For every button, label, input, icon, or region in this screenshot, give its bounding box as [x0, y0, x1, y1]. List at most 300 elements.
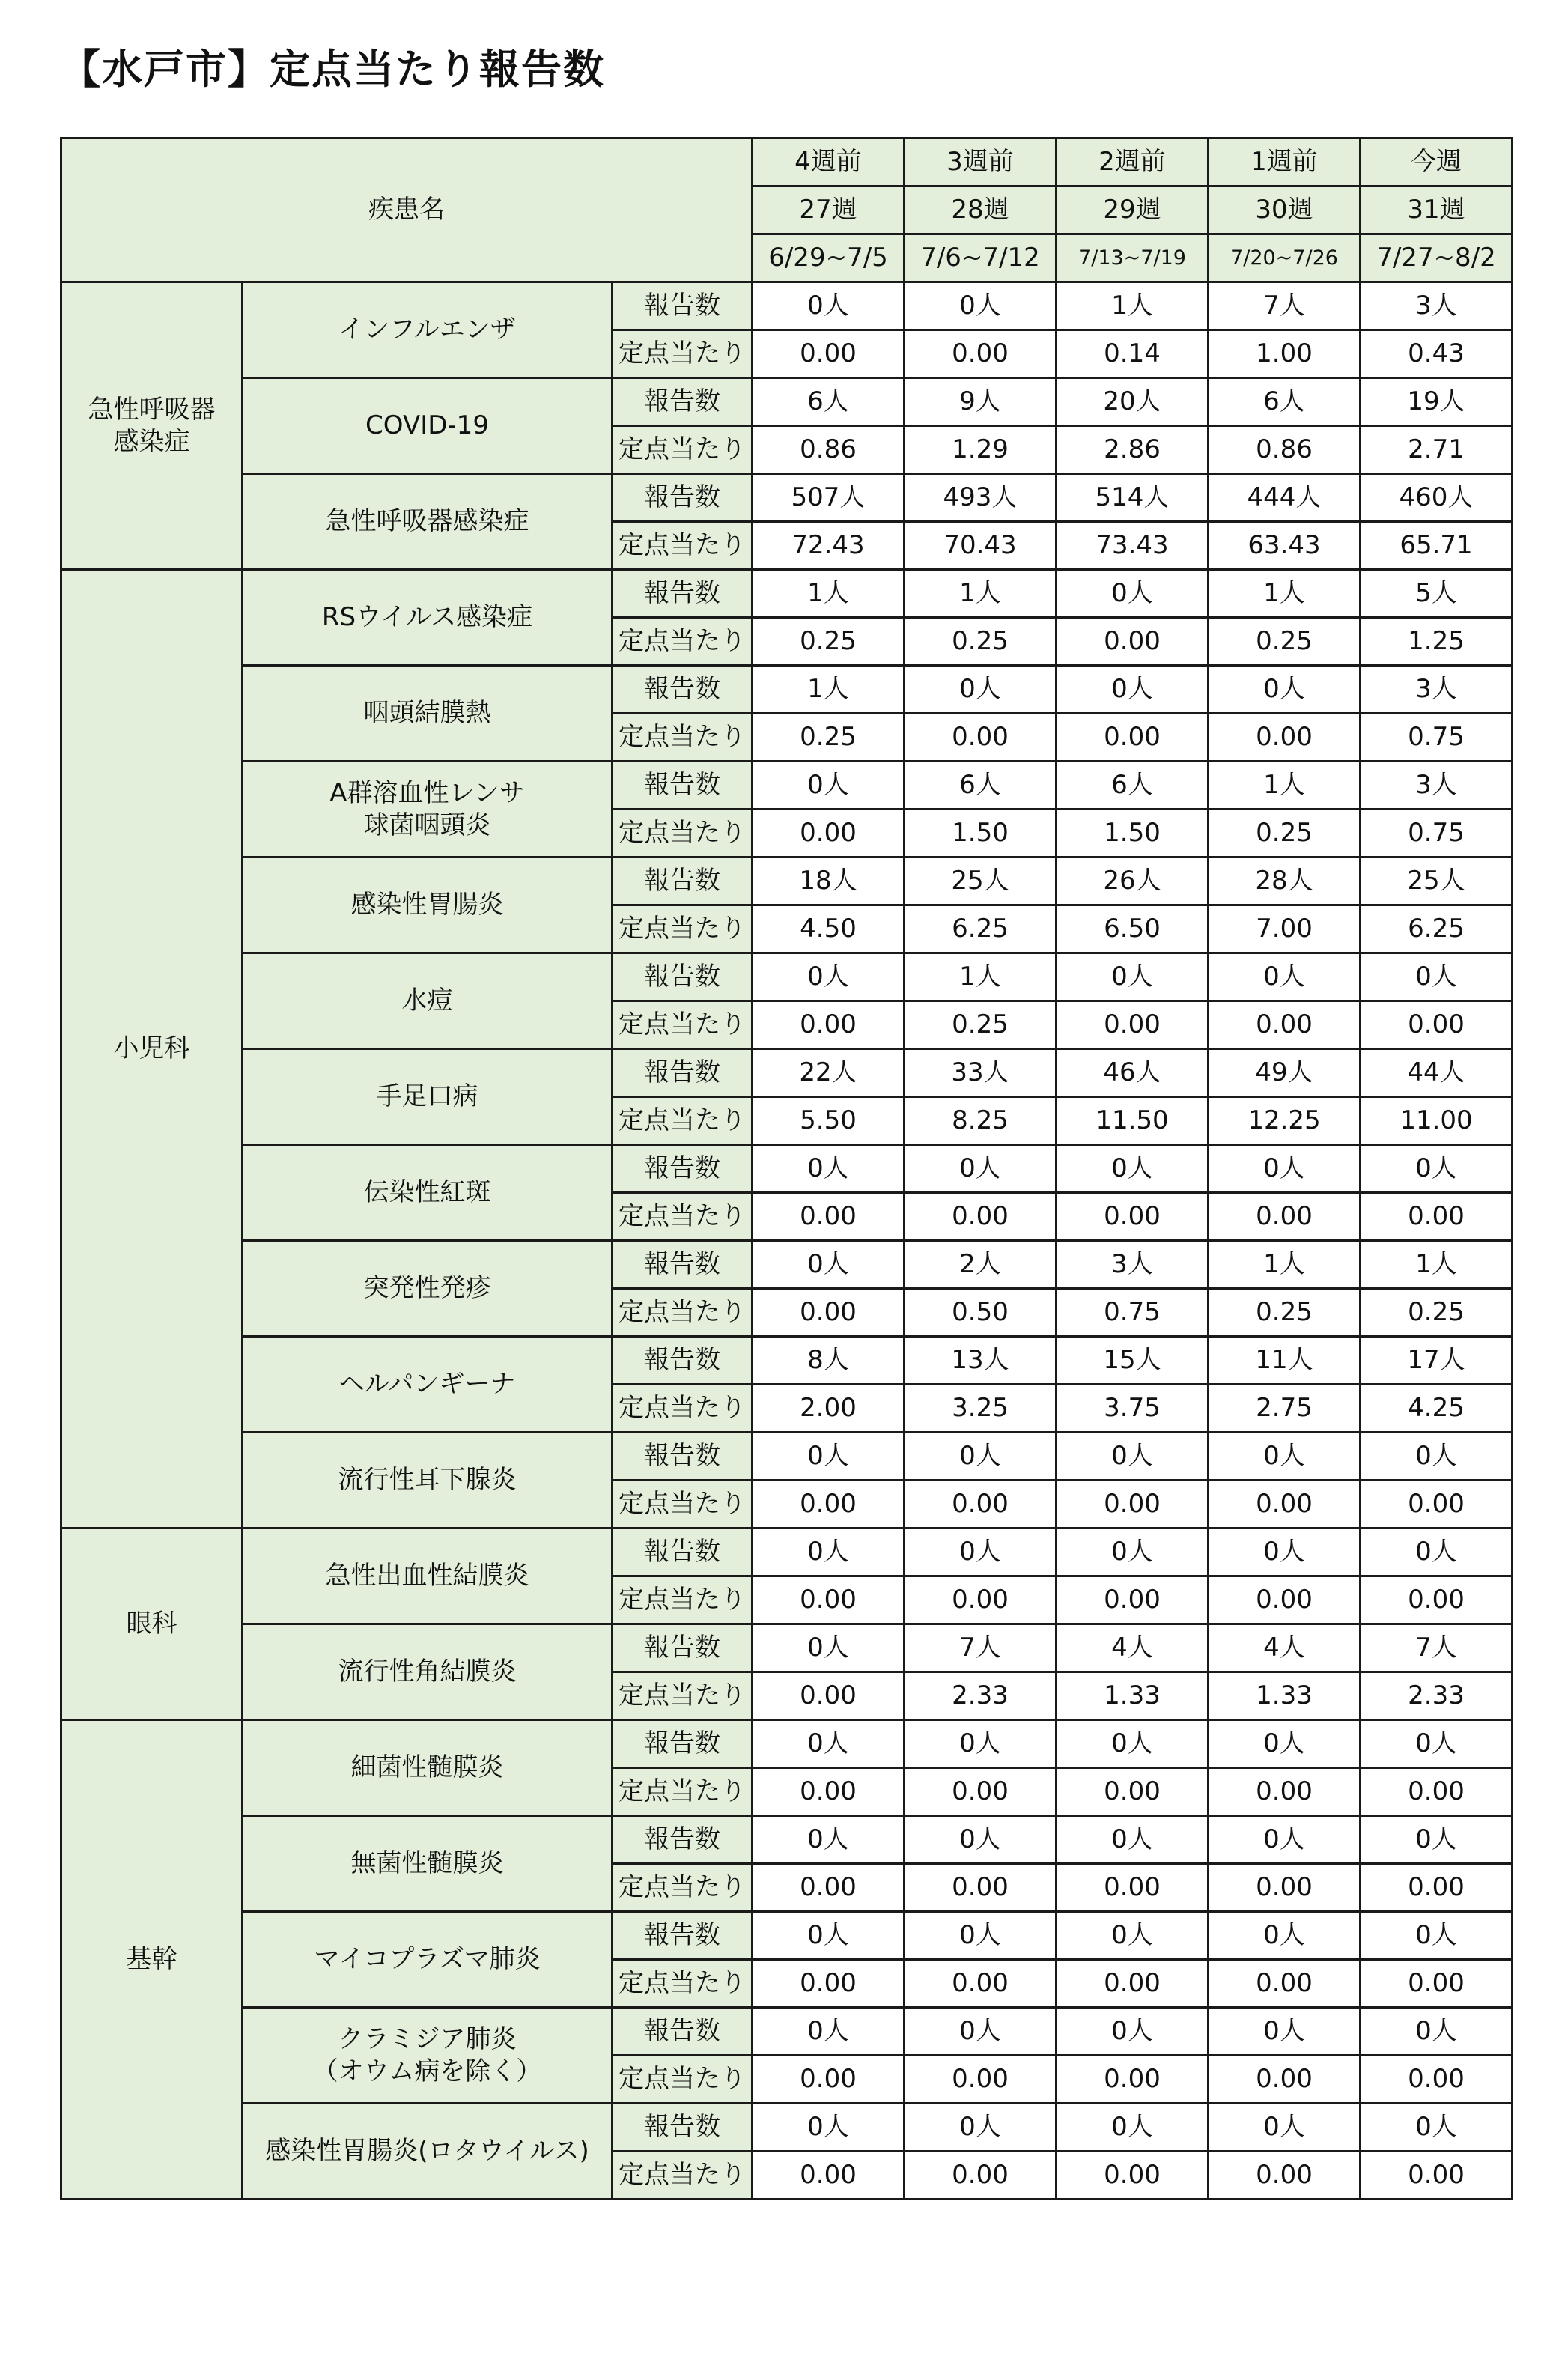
per-site-label: 定点当たり: [613, 1193, 753, 1241]
disease-name-cell: クラミジア肺炎 （オウム病を除く）: [243, 2008, 613, 2104]
table-row: [61, 1816, 1513, 1864]
disease-name-cell: 感染性胃腸炎(ロタウイルス): [243, 2104, 613, 2199]
per-site-cell: 0.00: [753, 1289, 905, 1337]
per-site-label: 定点当たり: [613, 810, 753, 857]
report-count-cell: 1人: [1209, 1241, 1361, 1289]
report-count-cell: 0人: [905, 1528, 1057, 1576]
week-label-header: 3週前: [905, 139, 1057, 186]
per-site-cell: 0.00: [905, 1864, 1057, 1912]
disease-name-header: 疾患名: [61, 139, 753, 282]
per-site-label: 定点当たり: [613, 1097, 753, 1145]
report-count-cell: 0人: [905, 1912, 1057, 1960]
per-site-cell: 1.33: [1057, 1672, 1209, 1720]
week-label-header: 1週前: [1209, 139, 1361, 186]
per-site-label: 定点当たり: [613, 618, 753, 666]
per-site-cell: 1.50: [1057, 810, 1209, 857]
per-site-label: 定点当たり: [613, 905, 753, 953]
per-site-cell: 0.00: [1057, 714, 1209, 762]
report-count-label: 報告数: [613, 762, 753, 810]
disease-name-cell: 手足口病: [243, 1049, 613, 1145]
report-count-cell: 0人: [1209, 1145, 1361, 1193]
category-cell: 眼科: [61, 1528, 243, 1720]
report-count-cell: 0人: [905, 1816, 1057, 1864]
disease-name-cell: COVID-19: [243, 378, 613, 474]
table-row: [61, 1145, 1513, 1193]
report-count-cell: 3人: [1361, 282, 1513, 330]
report-count-cell: 1人: [905, 953, 1057, 1001]
per-site-cell: 11.00: [1361, 1097, 1513, 1145]
report-count-cell: 0人: [1057, 1145, 1209, 1193]
per-site-cell: 0.75: [1361, 714, 1513, 762]
week-label-header: 2週前: [1057, 139, 1209, 186]
per-site-cell: 2.75: [1209, 1385, 1361, 1433]
report-count-cell: 514人: [1057, 474, 1209, 522]
per-site-cell: 0.00: [905, 2056, 1057, 2104]
disease-name-cell: 細菌性髄膜炎: [243, 1720, 613, 1816]
per-site-cell: 0.00: [1057, 1768, 1209, 1816]
per-site-cell: 0.00: [753, 1864, 905, 1912]
per-site-cell: 0.00: [753, 1001, 905, 1049]
report-count-label: 報告数: [613, 2008, 753, 2056]
disease-name-cell: 流行性角結膜炎: [243, 1624, 613, 1720]
report-count-cell: 0人: [1209, 2008, 1361, 2056]
per-site-cell: 0.00: [1057, 1193, 1209, 1241]
report-count-cell: 13人: [905, 1337, 1057, 1385]
per-site-cell: 0.25: [753, 618, 905, 666]
report-count-label: 報告数: [613, 1816, 753, 1864]
disease-name-cell: 流行性耳下腺炎: [243, 1433, 613, 1528]
report-count-label: 報告数: [613, 474, 753, 522]
report-count-cell: 0人: [1209, 1433, 1361, 1481]
table-row: [61, 1337, 1513, 1385]
report-count-cell: 3人: [1361, 762, 1513, 810]
per-site-cell: 0.00: [1361, 1960, 1513, 2008]
table-row: [61, 1912, 1513, 1960]
report-count-cell: 6人: [753, 378, 905, 426]
report-count-label: 報告数: [613, 1528, 753, 1576]
report-count-cell: 9人: [905, 378, 1057, 426]
per-site-cell: 0.00: [753, 1672, 905, 1720]
report-count-cell: 18人: [753, 857, 905, 905]
report-count-cell: 25人: [905, 857, 1057, 905]
report-count-cell: 17人: [1361, 1337, 1513, 1385]
report-count-cell: 0人: [753, 1816, 905, 1864]
disease-name-cell: マイコプラズマ肺炎: [243, 1912, 613, 2008]
per-site-label: 定点当たり: [613, 2152, 753, 2199]
per-site-cell: 0.00: [1209, 1768, 1361, 1816]
report-count-label: 報告数: [613, 666, 753, 714]
disease-name-cell: 感染性胃腸炎: [243, 857, 613, 953]
report-count-cell: 6人: [905, 762, 1057, 810]
disease-name-cell: RSウイルス感染症: [243, 570, 613, 666]
report-count-cell: 0人: [753, 762, 905, 810]
per-site-cell: 0.00: [1361, 1576, 1513, 1624]
per-site-cell: 0.00: [753, 2152, 905, 2199]
per-site-cell: 0.00: [905, 2152, 1057, 2199]
week-label-header: 4週前: [753, 139, 905, 186]
report-count-cell: 7人: [1361, 1624, 1513, 1672]
per-site-cell: 0.00: [1209, 1481, 1361, 1528]
report-count-cell: 0人: [905, 1433, 1057, 1481]
per-site-cell: 0.25: [1361, 1289, 1513, 1337]
report-count-cell: 0人: [753, 1241, 905, 1289]
report-count-cell: 8人: [753, 1337, 905, 1385]
date-range-header: 7/13~7/19: [1057, 234, 1209, 282]
report-count-cell: 0人: [1361, 1528, 1513, 1576]
report-count-cell: 0人: [753, 1145, 905, 1193]
date-range-header: 7/6~7/12: [905, 234, 1057, 282]
per-site-cell: 0.00: [1057, 2056, 1209, 2104]
disease-name-cell: インフルエンザ: [243, 282, 613, 378]
table-row: [61, 762, 1513, 810]
per-site-cell: 65.71: [1361, 522, 1513, 570]
report-count-cell: 0人: [1361, 1433, 1513, 1481]
date-range-header: 7/27~8/2: [1361, 234, 1513, 282]
per-site-label: 定点当たり: [613, 714, 753, 762]
report-count-cell: 0人: [1209, 1528, 1361, 1576]
per-site-cell: 6.25: [905, 905, 1057, 953]
per-site-cell: 0.00: [1361, 1001, 1513, 1049]
report-count-cell: 49人: [1209, 1049, 1361, 1097]
report-count-cell: 0人: [1057, 1433, 1209, 1481]
report-count-cell: 20人: [1057, 378, 1209, 426]
report-count-cell: 5人: [1361, 570, 1513, 618]
report-count-label: 報告数: [613, 2104, 753, 2152]
per-site-cell: 0.00: [1361, 2152, 1513, 2199]
per-site-cell: 8.25: [905, 1097, 1057, 1145]
per-site-cell: 70.43: [905, 522, 1057, 570]
report-count-label: 報告数: [613, 1433, 753, 1481]
per-site-cell: 0.00: [905, 714, 1057, 762]
per-site-cell: 0.14: [1057, 330, 1209, 378]
report-count-cell: 1人: [1209, 762, 1361, 810]
report-count-label: 報告数: [613, 1912, 753, 1960]
report-count-cell: 4人: [1209, 1624, 1361, 1672]
report-count-label: 報告数: [613, 1337, 753, 1385]
per-site-cell: 0.25: [1209, 810, 1361, 857]
table-row: [61, 1624, 1513, 1672]
per-site-label: 定点当たり: [613, 1385, 753, 1433]
per-site-cell: 0.00: [753, 1768, 905, 1816]
per-site-label: 定点当たり: [613, 330, 753, 378]
week-label-header: 今週: [1361, 139, 1513, 186]
report-count-cell: 0人: [1057, 1912, 1209, 1960]
per-site-cell: 0.50: [905, 1289, 1057, 1337]
report-count-cell: 3人: [1057, 1241, 1209, 1289]
per-site-label: 定点当たり: [613, 2056, 753, 2104]
report-count-cell: 493人: [905, 474, 1057, 522]
per-site-cell: 0.00: [905, 1481, 1057, 1528]
report-count-cell: 0人: [1209, 2104, 1361, 2152]
report-count-cell: 0人: [753, 953, 905, 1001]
report-count-cell: 0人: [1209, 953, 1361, 1001]
per-site-cell: 0.00: [753, 1576, 905, 1624]
week-number-header: 29週: [1057, 186, 1209, 234]
report-count-cell: 0人: [905, 2008, 1057, 2056]
per-site-label: 定点当たり: [613, 1960, 753, 2008]
report-count-cell: 0人: [753, 282, 905, 330]
category-cell: 基幹: [61, 1720, 243, 2199]
per-site-cell: 0.00: [753, 2056, 905, 2104]
per-site-cell: 63.43: [1209, 522, 1361, 570]
report-count-cell: 19人: [1361, 378, 1513, 426]
disease-name-cell: ヘルパンギーナ: [243, 1337, 613, 1433]
per-site-cell: 73.43: [1057, 522, 1209, 570]
category-cell: 小児科: [61, 570, 243, 1528]
per-site-cell: 0.00: [753, 1960, 905, 2008]
report-count-label: 報告数: [613, 953, 753, 1001]
per-site-label: 定点当たり: [613, 1289, 753, 1337]
per-site-cell: 1.29: [905, 426, 1057, 474]
report-count-cell: 0人: [753, 1720, 905, 1768]
disease-name-cell: A群溶血性レンサ 球菌咽頭炎: [243, 762, 613, 857]
per-site-cell: 4.50: [753, 905, 905, 953]
disease-name-cell: 水痘: [243, 953, 613, 1049]
report-count-cell: 28人: [1209, 857, 1361, 905]
report-count-cell: 7人: [905, 1624, 1057, 1672]
report-count-cell: 0人: [1209, 1912, 1361, 1960]
disease-name-cell: 咽頭結膜熱: [243, 666, 613, 762]
per-site-cell: 1.25: [1361, 618, 1513, 666]
report-count-cell: 0人: [753, 1624, 905, 1672]
per-site-label: 定点当たり: [613, 1001, 753, 1049]
report-count-cell: 0人: [1057, 1816, 1209, 1864]
table-row: [61, 282, 1513, 330]
report-count-label: 報告数: [613, 1049, 753, 1097]
table-body: [61, 139, 1513, 2199]
date-range-header: 6/29~7/5: [753, 234, 905, 282]
report-count-cell: 0人: [1209, 1720, 1361, 1768]
report-count-cell: 444人: [1209, 474, 1361, 522]
report-table: [60, 137, 1513, 2200]
per-site-cell: 0.00: [1209, 1960, 1361, 2008]
report-count-label: 報告数: [613, 1145, 753, 1193]
table-row: [61, 1049, 1513, 1097]
report-count-cell: 0人: [905, 1720, 1057, 1768]
table-row: [61, 570, 1513, 618]
week-number-header: 30週: [1209, 186, 1361, 234]
report-count-cell: 0人: [1361, 2104, 1513, 2152]
table-row: [61, 1241, 1513, 1289]
report-count-cell: 507人: [753, 474, 905, 522]
report-count-cell: 22人: [753, 1049, 905, 1097]
report-count-cell: 7人: [1209, 282, 1361, 330]
report-count-cell: 0人: [753, 1433, 905, 1481]
per-site-cell: 1.00: [1209, 330, 1361, 378]
per-site-cell: 0.00: [1209, 1193, 1361, 1241]
report-count-cell: 44人: [1361, 1049, 1513, 1097]
per-site-cell: 0.25: [905, 618, 1057, 666]
report-count-cell: 0人: [753, 1912, 905, 1960]
per-site-cell: 0.00: [1361, 1768, 1513, 1816]
per-site-cell: 0.00: [1057, 2152, 1209, 2199]
report-count-cell: 1人: [753, 570, 905, 618]
per-site-cell: 0.00: [1057, 1576, 1209, 1624]
per-site-cell: 2.00: [753, 1385, 905, 1433]
per-site-cell: 0.00: [1361, 2056, 1513, 2104]
per-site-cell: 0.00: [1057, 1001, 1209, 1049]
week-number-header: 27週: [753, 186, 905, 234]
per-site-cell: 4.25: [1361, 1385, 1513, 1433]
report-count-cell: 0人: [753, 2008, 905, 2056]
per-site-cell: 0.00: [905, 330, 1057, 378]
disease-name-cell: 突発性発疹: [243, 1241, 613, 1337]
per-site-cell: 6.25: [1361, 905, 1513, 953]
per-site-cell: 0.25: [753, 714, 905, 762]
report-count-cell: 15人: [1057, 1337, 1209, 1385]
report-count-cell: 1人: [1209, 570, 1361, 618]
category-cell: 急性呼吸器 感染症: [61, 282, 243, 570]
per-site-cell: 0.86: [1209, 426, 1361, 474]
disease-name-cell: 急性出血性結膜炎: [243, 1528, 613, 1624]
disease-name-cell: 急性呼吸器感染症: [243, 474, 613, 570]
header-row-week-label: [61, 139, 1513, 186]
report-count-label: 報告数: [613, 857, 753, 905]
report-count-cell: 26人: [1057, 857, 1209, 905]
per-site-cell: 2.33: [905, 1672, 1057, 1720]
per-site-cell: 0.00: [753, 1193, 905, 1241]
report-count-cell: 0人: [1361, 1816, 1513, 1864]
per-site-label: 定点当たり: [613, 1481, 753, 1528]
report-count-cell: 0人: [1057, 953, 1209, 1001]
disease-name-cell: 無菌性髄膜炎: [243, 1816, 613, 1912]
report-count-cell: 0人: [1209, 1816, 1361, 1864]
per-site-cell: 0.00: [753, 810, 905, 857]
per-site-label: 定点当たり: [613, 522, 753, 570]
table-row: [61, 953, 1513, 1001]
per-site-cell: 2.86: [1057, 426, 1209, 474]
per-site-cell: 12.25: [1209, 1097, 1361, 1145]
week-number-header: 28週: [905, 186, 1057, 234]
per-site-cell: 0.00: [1209, 2152, 1361, 2199]
per-site-cell: 0.00: [1057, 1864, 1209, 1912]
per-site-cell: 0.00: [1057, 618, 1209, 666]
per-site-label: 定点当たり: [613, 426, 753, 474]
report-count-cell: 46人: [1057, 1049, 1209, 1097]
per-site-cell: 0.43: [1361, 330, 1513, 378]
per-site-cell: 0.00: [1361, 1864, 1513, 1912]
per-site-cell: 0.00: [1057, 1481, 1209, 1528]
report-count-label: 報告数: [613, 1624, 753, 1672]
per-site-cell: 0.00: [905, 1960, 1057, 2008]
per-site-label: 定点当たり: [613, 1768, 753, 1816]
report-count-cell: 0人: [1057, 666, 1209, 714]
per-site-cell: 7.00: [1209, 905, 1361, 953]
table-row: [61, 474, 1513, 522]
per-site-cell: 3.75: [1057, 1385, 1209, 1433]
per-site-cell: 0.00: [905, 1768, 1057, 1816]
report-count-cell: 25人: [1361, 857, 1513, 905]
report-count-cell: 0人: [1361, 953, 1513, 1001]
per-site-cell: 0.25: [1209, 618, 1361, 666]
report-count-label: 報告数: [613, 1720, 753, 1768]
per-site-cell: 3.25: [905, 1385, 1057, 1433]
report-count-cell: 0人: [1057, 1720, 1209, 1768]
report-count-cell: 0人: [1361, 1145, 1513, 1193]
report-count-cell: 0人: [1057, 2104, 1209, 2152]
per-site-cell: 11.50: [1057, 1097, 1209, 1145]
table-row: [61, 666, 1513, 714]
report-count-cell: 0人: [905, 282, 1057, 330]
per-site-cell: 0.25: [1209, 1289, 1361, 1337]
report-count-cell: 0人: [753, 1528, 905, 1576]
per-site-label: 定点当たり: [613, 1576, 753, 1624]
per-site-cell: 0.00: [1361, 1193, 1513, 1241]
report-count-cell: 0人: [1057, 2008, 1209, 2056]
report-count-cell: 0人: [1209, 666, 1361, 714]
report-count-cell: 0人: [1361, 1912, 1513, 1960]
per-site-cell: 0.75: [1057, 1289, 1209, 1337]
per-site-cell: 2.71: [1361, 426, 1513, 474]
report-count-cell: 0人: [905, 666, 1057, 714]
report-count-cell: 0人: [753, 2104, 905, 2152]
per-site-cell: 0.00: [1209, 1576, 1361, 1624]
per-site-cell: 2.33: [1361, 1672, 1513, 1720]
per-site-cell: 1.33: [1209, 1672, 1361, 1720]
per-site-cell: 72.43: [753, 522, 905, 570]
per-site-cell: 0.00: [1209, 1864, 1361, 1912]
per-site-cell: 5.50: [753, 1097, 905, 1145]
per-site-cell: 0.00: [753, 330, 905, 378]
table-row: [61, 1433, 1513, 1481]
per-site-label: 定点当たり: [613, 1672, 753, 1720]
per-site-cell: 0.86: [753, 426, 905, 474]
per-site-cell: 0.25: [905, 1001, 1057, 1049]
report-count-cell: 11人: [1209, 1337, 1361, 1385]
report-count-cell: 0人: [1361, 1720, 1513, 1768]
report-count-cell: 0人: [905, 1145, 1057, 1193]
report-count-cell: 0人: [1057, 1528, 1209, 1576]
week-number-header: 31週: [1361, 186, 1513, 234]
table-row: [61, 2104, 1513, 2152]
report-count-cell: 1人: [1361, 1241, 1513, 1289]
disease-name-cell: 伝染性紅斑: [243, 1145, 613, 1241]
report-count-cell: 460人: [1361, 474, 1513, 522]
per-site-cell: 6.50: [1057, 905, 1209, 953]
report-count-label: 報告数: [613, 282, 753, 330]
per-site-cell: 0.00: [1361, 1481, 1513, 1528]
report-count-cell: 6人: [1057, 762, 1209, 810]
per-site-cell: 0.00: [1209, 714, 1361, 762]
per-site-cell: 0.00: [753, 1481, 905, 1528]
report-count-label: 報告数: [613, 1241, 753, 1289]
table-row: [61, 857, 1513, 905]
per-site-cell: 0.00: [1209, 2056, 1361, 2104]
per-site-label: 定点当たり: [613, 1864, 753, 1912]
table-row: [61, 378, 1513, 426]
report-count-cell: 1人: [1057, 282, 1209, 330]
report-count-cell: 4人: [1057, 1624, 1209, 1672]
per-site-cell: 0.00: [905, 1576, 1057, 1624]
report-count-cell: 0人: [905, 2104, 1057, 2152]
per-site-cell: 1.50: [905, 810, 1057, 857]
report-count-cell: 1人: [905, 570, 1057, 618]
report-count-label: 報告数: [613, 570, 753, 618]
report-count-cell: 2人: [905, 1241, 1057, 1289]
page-title: 【水戸市】定点当たり報告数: [60, 46, 605, 93]
table-row: [61, 1720, 1513, 1768]
report-count-cell: 1人: [753, 666, 905, 714]
per-site-cell: 0.00: [1057, 1960, 1209, 2008]
report-count-cell: 33人: [905, 1049, 1057, 1097]
table-row: [61, 2008, 1513, 2056]
report-count-cell: 0人: [1057, 570, 1209, 618]
table-row: [61, 1528, 1513, 1576]
report-count-label: 報告数: [613, 378, 753, 426]
report-count-cell: 6人: [1209, 378, 1361, 426]
per-site-cell: 0.00: [1209, 1001, 1361, 1049]
per-site-cell: 0.00: [905, 1193, 1057, 1241]
